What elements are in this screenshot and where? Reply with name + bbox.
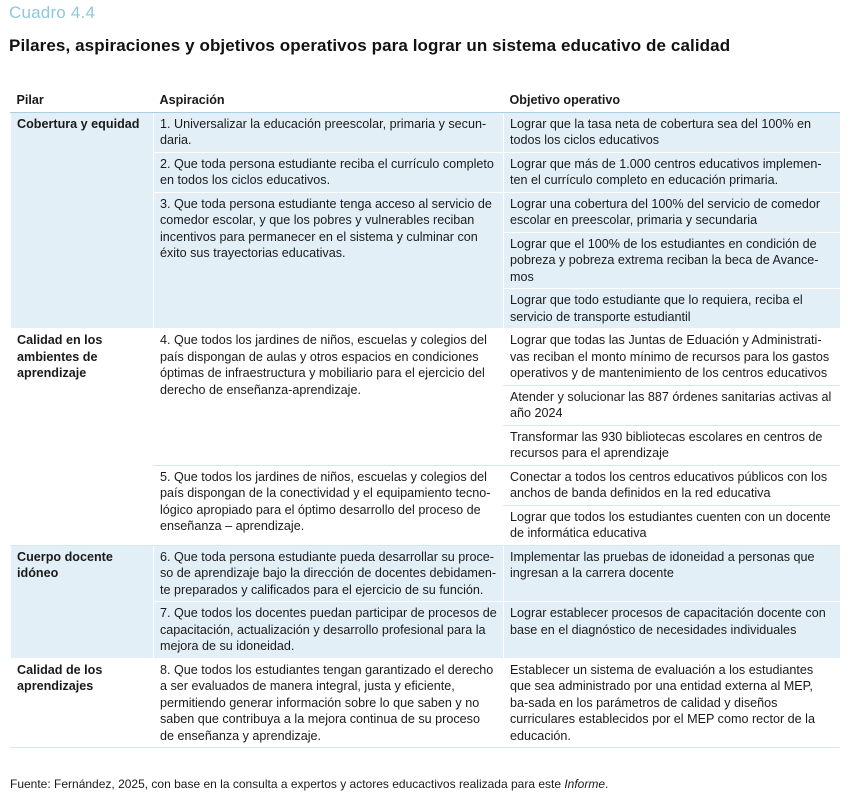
objective-cell: Implementar las pruebas de idoneidad a personas que ingresan a la carrera docente — [504, 545, 840, 602]
objective-cell: Transformar las 930 bibliotecas escolares en centros de recursos para el aprendizaje — [504, 425, 840, 465]
pillar-cell: Cuerpo docente idóneo — [11, 545, 154, 658]
table-row — [11, 112, 840, 152]
aspiration-cell: 4. Que todos los jardines de niños, escuelas y colegios del país dispongan de aulas y otros espacios en condiciones óptimas de infraestructura y mobiliario para el ejercicio del derecho de enseñanza-aprendizaje. — [154, 329, 504, 466]
table-number-label: Cuadro 4.4 — [9, 3, 96, 22]
objective-cell: Lograr que la tasa neta de cobertura sea del 100% en todos los ciclos educativos — [504, 112, 840, 152]
header-objetivo: Objetivo operativo — [504, 89, 840, 112]
table-title: Pilares, aspiraciones y objetivos operativos para lograr un sistema educativo de calidad — [9, 36, 731, 55]
pillars-table — [10, 89, 840, 748]
table-body — [11, 112, 840, 748]
source-suffix: . — [605, 777, 609, 791]
aspiration-cell: 5. Que todos los jardines de niños, escuelas y colegios del país dispongan de la conectividad y el equipamiento tecno-lógico apropiado para el óptimo desarrollo del proceso de enseñanza – aprendizaje. — [154, 465, 504, 545]
source-italic: Informe — [564, 777, 606, 791]
aspiration-cell: 8. Que todos los estudiantes tengan garantizado el derecho a ser evaluados de manera integral, justa y eficiente, permitiendo generar información sobre lo que saben y no saben que contribuya a la mejora continua de su proceso de enseñanza y aprendizaje. — [154, 658, 504, 748]
objective-cell: Establecer un sistema de evaluación a los estudiantes que sea administrado por una entidad externa al MEP, ba-sada en los parámetros de calidad y diseños curriculares establecidos por el MEP como rector de la educación. — [504, 658, 840, 748]
source-text: Fuente: Fernández, 2025, con base en la consulta a expertos y actores educactivos realizada para este — [10, 777, 565, 791]
pillar-cell: Cobertura y equidad — [11, 112, 154, 329]
aspiration-cell: 1. Universalizar la educación preescolar, primaria y secun-daria. — [154, 112, 504, 152]
source-note — [10, 777, 608, 791]
table-row — [11, 545, 840, 602]
objective-cell: Lograr que el 100% de los estudiantes en condición de pobreza y pobreza extrema reciban la beca de Avance-mos — [504, 232, 840, 289]
objective-cell: Atender y solucionar las 887 órdenes sanitarias activas al año 2024 — [504, 385, 840, 425]
objective-cell: Lograr que más de 1.000 centros educativos implemen-ten el currículo completo en educación primaria. — [504, 152, 840, 192]
pillar-cell: Calidad en los ambientes de aprendizaje — [11, 329, 154, 546]
aspiration-cell: 3. Que toda persona estudiante tenga acceso al servicio de comedor escolar, y que los pobres y vulnerables reciban incentivos para permanecer en el sistema y culminar con éxito sus trayectorias educativas. — [154, 192, 504, 329]
aspiration-cell: 7. Que todos los docentes puedan participar de procesos de capacitación, actualización y desarrollo profesional para la mejora de su idoneidad. — [154, 602, 504, 659]
objective-cell: Lograr establecer procesos de capacitación docente con base en el diagnóstico de necesidades individuales — [504, 602, 840, 659]
objective-cell: Conectar a todos los centros educativos públicos con los anchos de banda definidos en la red educativa — [504, 465, 840, 505]
objective-cell: Lograr una cobertura del 100% del servicio de comedor escolar en preescolar, primaria y secundaria — [504, 192, 840, 232]
table-row — [11, 658, 840, 748]
objective-cell: Lograr que todos los estudiantes cuenten con un docente de informática educativa — [504, 505, 840, 545]
header-aspiracion: Aspiración — [154, 89, 504, 112]
table-header-row — [11, 89, 840, 112]
objective-cell: Lograr que todas las Juntas de Eduación y Administrati-vas reciban el monto mínimo de recursos para los gastos operativos y de mantenimiento de los centros educativos — [504, 329, 840, 386]
header-pilar: Pilar — [11, 89, 154, 112]
pillar-cell: Calidad de los aprendizajes — [11, 658, 154, 748]
objective-cell: Lograr que todo estudiante que lo requiera, reciba el servicio de transporte estudiantil — [504, 289, 840, 329]
aspiration-cell: 6. Que toda persona estudiante pueda desarrollar su proce-so de aprendizaje bajo la dirección de docentes debidamen-te preparados y calificados para el ejercicio de su función. — [154, 545, 504, 602]
table-row — [11, 329, 840, 386]
aspiration-cell: 2. Que toda persona estudiante reciba el currículo completo en todos los ciclos educativos. — [154, 152, 504, 192]
